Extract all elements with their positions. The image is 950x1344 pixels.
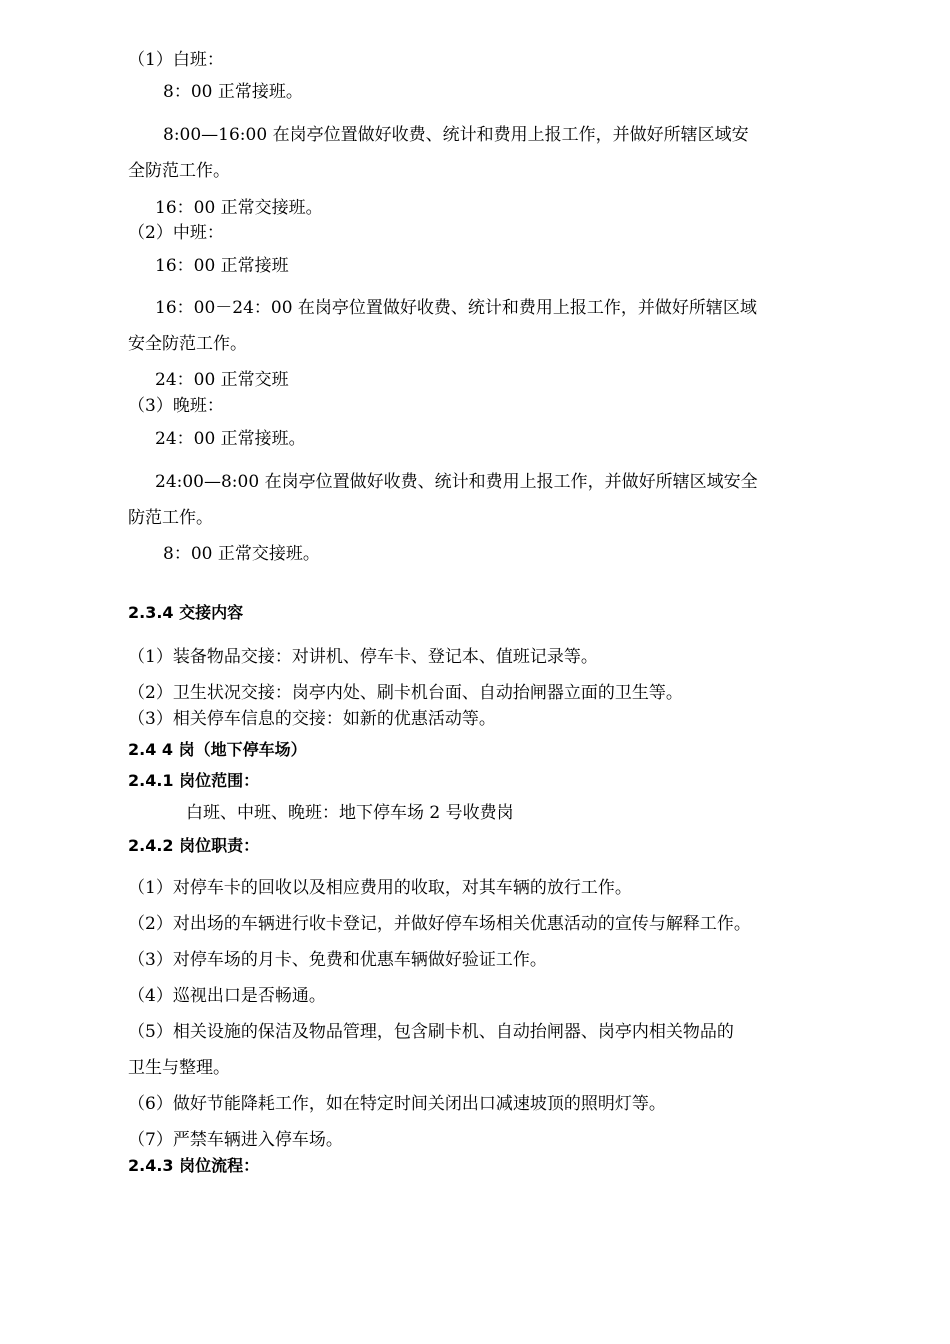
day-shift-start: 8：00 正常接班。 bbox=[163, 82, 303, 102]
duty-item: （7）严禁车辆进入停车场。 bbox=[128, 1130, 343, 1150]
scope-text: 白班、中班、晚班：地下停车场 2 号收费岗 bbox=[186, 803, 514, 823]
middle-shift-duty-line1: 16：00－24：00 在岗亭位置做好收费、统计和费用上报工作，并做好所辖区域 bbox=[155, 298, 757, 318]
section-heading: 2.4 4 岗（地下停车场） bbox=[128, 740, 307, 759]
middle-shift-start: 16：00 正常接班 bbox=[155, 256, 289, 276]
handover-heading: 2.3.4 交接内容 bbox=[128, 603, 244, 622]
duty-item: （5）相关设施的保洁及物品管理，包含刷卡机、自动抬闸器、岗亭内相关物品的 bbox=[128, 1022, 734, 1042]
handover-item: （1）装备物品交接：对讲机、停车卡、登记本、值班记录等。 bbox=[128, 647, 598, 667]
night-shift-start: 24：00 正常接班。 bbox=[155, 429, 306, 449]
process-heading: 2.4.3 岗位流程： bbox=[128, 1156, 260, 1175]
middle-shift-end: 24：00 正常交班 bbox=[155, 370, 289, 390]
scope-heading: 2.4.1 岗位范围： bbox=[128, 771, 260, 790]
day-shift-heading: （1）白班： bbox=[128, 50, 224, 70]
middle-shift-duty-line2: 安全防范工作。 bbox=[128, 334, 247, 354]
night-shift-heading: （3）晚班： bbox=[128, 396, 224, 416]
duties-heading: 2.4.2 岗位职责： bbox=[128, 836, 260, 855]
duty-item: （1）对停车卡的回收以及相应费用的收取，对其车辆的放行工作。 bbox=[128, 878, 632, 898]
duty-item: （3）对停车场的月卡、免费和优惠车辆做好验证工作。 bbox=[128, 950, 547, 970]
middle-shift-heading: （2）中班： bbox=[128, 223, 224, 243]
duty-item-continuation: 卫生与整理。 bbox=[128, 1058, 230, 1078]
day-shift-end: 16：00 正常交接班。 bbox=[155, 198, 323, 218]
handover-item: （3）相关停车信息的交接：如新的优惠活动等。 bbox=[128, 709, 496, 729]
day-shift-duty-line1: 8:00—16:00 在岗亭位置做好收费、统计和费用上报工作，并做好所辖区域安 bbox=[163, 125, 749, 145]
night-shift-duty-line1: 24:00—8:00 在岗亭位置做好收费、统计和费用上报工作，并做好所辖区域安全 bbox=[155, 472, 758, 492]
day-shift-duty-line2: 全防范工作。 bbox=[128, 161, 230, 181]
night-shift-duty-line2: 防范工作。 bbox=[128, 508, 213, 528]
duty-item: （4）巡视出口是否畅通。 bbox=[128, 986, 326, 1006]
duty-item: （6）做好节能降耗工作，如在特定时间关闭出口减速坡顶的照明灯等。 bbox=[128, 1094, 666, 1114]
duty-item: （2）对出场的车辆进行收卡登记，并做好停车场相关优惠活动的宣传与解释工作。 bbox=[128, 914, 751, 934]
night-shift-end: 8：00 正常交接班。 bbox=[163, 544, 320, 564]
handover-item: （2）卫生状况交接：岗亭内处、刷卡机台面、自动抬闸器立面的卫生等。 bbox=[128, 683, 683, 703]
